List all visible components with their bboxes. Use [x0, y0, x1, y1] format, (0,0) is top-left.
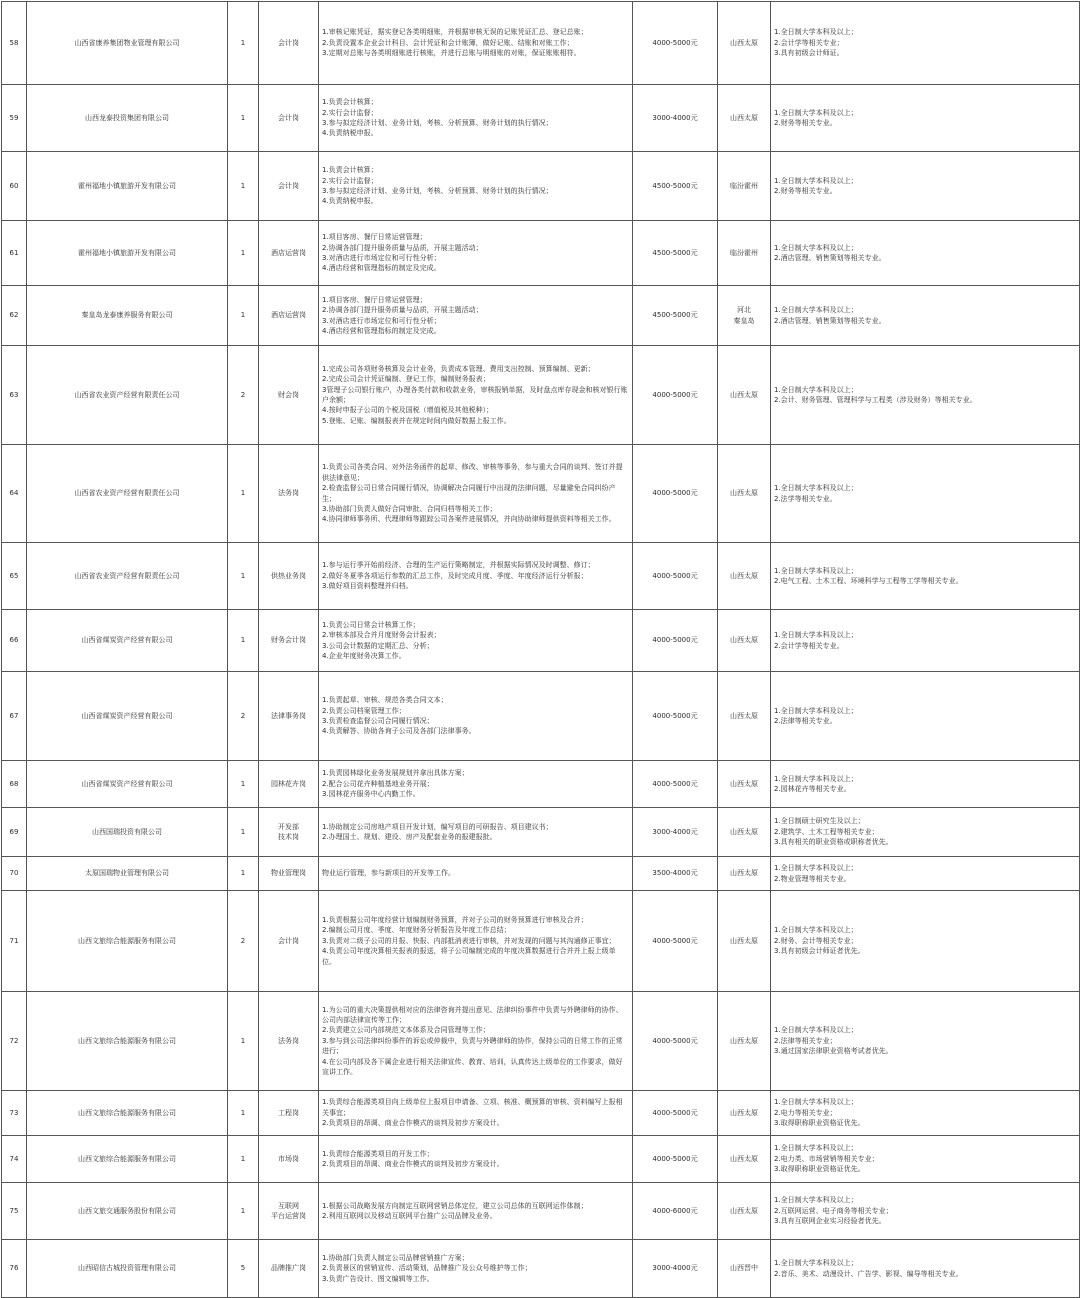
work-location: 山西太原	[718, 992, 771, 1091]
company-name: 山西省农业资产经营有限责任公司	[27, 543, 228, 610]
position-name: 会计岗	[259, 152, 319, 221]
table-row	[2, 85, 1080, 152]
row-number: 66	[2, 610, 27, 672]
work-location: 山西太原	[718, 445, 771, 543]
table-body	[2, 2, 1080, 1298]
work-location: 山西太原	[718, 2, 771, 85]
table-row	[2, 2, 1080, 85]
salary-range: 4000-5000元	[633, 543, 718, 610]
work-location: 河北 秦皇岛	[718, 286, 771, 346]
salary-range: 3500-4000元	[633, 857, 718, 891]
salary-range: 4000-6000元	[633, 1183, 718, 1240]
position-name: 会计岗	[259, 891, 319, 992]
salary-range: 4000-5000元	[633, 672, 718, 761]
job-requirements: 1.全日制大学本科及以上； 2.电气工程、土木工程、环境科学与工程等工学等相关专业。	[771, 543, 1080, 610]
company-name: 山西文旅交通服务股份有限公司	[27, 1183, 228, 1240]
company-name: 山西省煤炭资产经营有限公司	[27, 761, 228, 808]
company-name: 山西省农业资产经营有限责任公司	[27, 445, 228, 543]
job-duties: 1.负责根据公司年度经营计划编制财务预算，并对子公司的财务预算进行审核及合并； 2.编制公司月度、季度、年度财务分析报告及年度工作总结； 3.负责对二级子公司的月报、快报、内部抵消表进行审核，并对发现的问题与其沟通修正事宜； 4.负责公司年度决算相关报表的报送，将子公司编制完成的年度决算数据进行合并并上报上级单位。	[319, 891, 633, 992]
work-location: 山西太原	[718, 857, 771, 891]
salary-range: 4000-5000元	[633, 1136, 718, 1183]
job-duties: 1.负责园林绿化业务发展规划并拿出具体方案； 2.配合公司花卉种植基地业务开展； 3.园林花卉服务中心内勤工作。	[319, 761, 633, 808]
job-requirements: 1.全日制大学本科及以上； 2.园林花卉等相关专业。	[771, 761, 1080, 808]
job-requirements: 1.全日制大学本科及以上； 2.财务等相关专业。	[771, 152, 1080, 221]
position-name: 财会岗	[259, 346, 319, 445]
hiring-count: 1	[228, 152, 259, 221]
table-row	[2, 992, 1080, 1091]
row-number: 60	[2, 152, 27, 221]
company-name: 山西文旅综合能源服务有限公司	[27, 1091, 228, 1136]
company-name: 山西省煤炭资产经营有限公司	[27, 672, 228, 761]
position-name: 酒店运营岗	[259, 286, 319, 346]
company-name: 太原国瑞物业管理有限公司	[27, 857, 228, 891]
row-number: 68	[2, 761, 27, 808]
job-requirements: 1.全日制大学本科及以上； 2.会计学等相关专业。	[771, 610, 1080, 672]
table-row	[2, 286, 1080, 346]
salary-range: 4500-5000元	[633, 286, 718, 346]
company-name: 山西龙泰投资集团有限公司	[27, 85, 228, 152]
row-number: 58	[2, 2, 27, 85]
table-row	[2, 610, 1080, 672]
table-row	[2, 891, 1080, 992]
position-name: 供热业务岗	[259, 543, 319, 610]
position-name: 品牌推广岗	[259, 1240, 319, 1298]
work-location: 临汾霍州	[718, 221, 771, 286]
table-row	[2, 346, 1080, 445]
job-duties: 1.负责公司日常会计核算工作； 2.审核本部及合并月度财务会计报表； 3.公司会计数据的定期汇总、分析； 4.企业年度财务决算工作。	[319, 610, 633, 672]
salary-range: 3000-4000元	[633, 1240, 718, 1298]
salary-range: 4000-5000元	[633, 992, 718, 1091]
work-location: 山西太原	[718, 1091, 771, 1136]
job-duties: 1.负责综合能源类项目的开发工作； 2.负责项目的昂调、商业合作模式的谈判及初步方案设计。	[319, 1136, 633, 1183]
position-name: 工程岗	[259, 1091, 319, 1136]
position-name: 物业管理岗	[259, 857, 319, 891]
position-name: 会计岗	[259, 2, 319, 85]
job-duties: 1.项目客房、餐厅日常运营管理； 2.协调各部门提升服务质量与品质，开展主题活动； 3.对酒店进行市场定位和可行性分析； 4.酒店经营和管理指标的制定及完成。	[319, 286, 633, 346]
work-location: 山西太原	[718, 610, 771, 672]
job-requirements: 1.全日制大学本科及以上； 2.法律等相关专业； 3.通过国家法律职业资格考试者优先。	[771, 992, 1080, 1091]
company-name: 山西国瑞投资有限公司	[27, 808, 228, 857]
job-duties: 1.项目客房、餐厅日常运营管理； 2.协调各部门提升服务质量与品质，开展主题活动； 3.对酒店进行市场定位和可行性分析； 4.酒店经营和管理指标的制定及完成。	[319, 221, 633, 286]
salary-range: 4000-5000元	[633, 610, 718, 672]
hiring-count: 1	[228, 445, 259, 543]
company-name: 霍州福地小镇旅游开发有限公司	[27, 152, 228, 221]
job-duties: 物业运行管理，参与新项目的开发等工作。	[319, 857, 633, 891]
job-duties: 1.根据公司战略发展方向制定互联网营销总体定位，建立公司总体的互联网运作体制； 2.利用互联网以及移动互联网平台推广公司品牌及业务。	[319, 1183, 633, 1240]
hiring-count: 1	[228, 1183, 259, 1240]
recruitment-table	[1, 1, 1080, 1298]
salary-range: 4500-5000元	[633, 221, 718, 286]
salary-range: 4000-5000元	[633, 1091, 718, 1136]
job-requirements: 1.全日制大学本科及以上； 2.酒店管理、销售策划等相关专业。	[771, 221, 1080, 286]
hiring-count: 2	[228, 891, 259, 992]
job-requirements: 1.全日制大学本科及以上； 2.会计学等相关专业； 3.具有初级会计师证。	[771, 2, 1080, 85]
table-row	[2, 1136, 1080, 1183]
row-number: 70	[2, 857, 27, 891]
job-duties: 1.协助部门负责人制定公司品牌营销推广方案； 2.负责景区的营销宣传、活动策划，品牌推广及公众号维护等工作； 3.负责广告设计、图文编辑等工作。	[319, 1240, 633, 1298]
table-row	[2, 1183, 1080, 1240]
position-name: 市场岗	[259, 1136, 319, 1183]
table-row	[2, 543, 1080, 610]
work-location: 山西太原	[718, 85, 771, 152]
hiring-count: 1	[228, 610, 259, 672]
job-duties: 1.负责会计核算； 2.实行会计监督； 3.参与拟定经济计划、业务计划，考核、分析预算、财务计划的执行情况； 4.负责纳税申报。	[319, 152, 633, 221]
company-name: 秦皇岛龙泰康养服务有限公司	[27, 286, 228, 346]
work-location: 山西太原	[718, 543, 771, 610]
job-duties: 1.为公司的重大决策提供相对应的法律咨询并提出意见、法律纠纷事件中负责与外聘律师的协作、公司内部法律宣传等工作； 2.负责建立公司内部规范文本体系及合同管理等工作； 3.参与到公司法律纠纷事件的诉讼或仲裁中，负责与外聘律师的协作，保持公司的日常工作的正常进行； 4.在公司内部及各下属企业进行相关法律宣传、教育、培训，认真传达上级单位的工作要求，做好宣讲工作。	[319, 992, 633, 1091]
row-number: 71	[2, 891, 27, 992]
company-name: 霍州福地小镇旅游开发有限公司	[27, 221, 228, 286]
job-requirements: 1.全日制大学本科及以上； 2.会计、财务管理、管理科学与工程类（涉及财务）等相关专业。	[771, 346, 1080, 445]
company-name: 山西文旅综合能源服务有限公司	[27, 1136, 228, 1183]
job-duties: 1.负责公司各类合同、对外法务函件的起草、修改、审核等事务，参与重大合同的谈判、签订并提供法律意见； 2.检查监督公司日常合同履行情况，协调解决合同履行中出现的法律问题，尽量避免合同纠纷产生； 3.协助部门负责人做好合同审批、合同归档等相关工作； 4.协同律师事务所、代理律师等跟踪公司各案件进展情况，并向协助律师提供资料等相关工作。	[319, 445, 633, 543]
hiring-count: 1	[228, 286, 259, 346]
table-row	[2, 445, 1080, 543]
hiring-count: 1	[228, 1136, 259, 1183]
job-duties: 1.负责起草、审核、规范各类合同文本； 2.负责公司档案管理工作； 3.负责检查监督公司合同履行情况； 4.负责解答、协助各询子公司及各部门法律事务。	[319, 672, 633, 761]
work-location: 山西太原	[718, 761, 771, 808]
job-requirements: 1.全日制大学本科及以上； 2.财务、会计等相关专业； 3.具有初级会计师证者优先。	[771, 891, 1080, 992]
company-name: 山西昭信古城投资管理有限公司	[27, 1240, 228, 1298]
hiring-count: 1	[228, 221, 259, 286]
position-name: 财务会计岗	[259, 610, 319, 672]
job-requirements: 1.全日制大学本科及以上； 2.互联网运营、电子商务等相关专业； 3.具有互联网企业实习经验者优先。	[771, 1183, 1080, 1240]
table-row	[2, 672, 1080, 761]
salary-range: 3000-4000元	[633, 85, 718, 152]
work-location: 山西太原	[718, 891, 771, 992]
work-location: 山西太原	[718, 808, 771, 857]
row-number: 74	[2, 1136, 27, 1183]
company-name: 山西省煤炭资产经营有限公司	[27, 610, 228, 672]
position-name: 园林花卉岗	[259, 761, 319, 808]
row-number: 69	[2, 808, 27, 857]
company-name: 山西文旅综合能源服务有限公司	[27, 992, 228, 1091]
row-number: 61	[2, 221, 27, 286]
salary-range: 4000-5000元	[633, 2, 718, 85]
hiring-count: 2	[228, 346, 259, 445]
job-duties: 1.负责会计核算； 2.实行会计监督； 3.参与拟定经济计划、业务计划，考核、分析预算、财务计划的执行情况； 4.负责纳税申报。	[319, 85, 633, 152]
table-row	[2, 221, 1080, 286]
row-number: 67	[2, 672, 27, 761]
salary-range: 4000-5000元	[633, 445, 718, 543]
work-location: 临汾霍州	[718, 152, 771, 221]
hiring-count: 5	[228, 1240, 259, 1298]
hiring-count: 1	[228, 808, 259, 857]
job-duties: 1.审核记账凭证，据实登记各类明细账，并根据审核无误的记账凭证汇总、登记总账； 2.负责设置本企业会计科目、会计凭证和会计账簿，做好记账、结账和对账工作； 3.定期对总账与各类明细账进行核账，并进行总账与明细账的对账，保证账账相符。	[319, 2, 633, 85]
job-duties: 1.完成公司各项财务核算及会计业务，负责成本管理、费用支出控制、预算编制、更新； 2.完成公司会计凭证编制、登记工作，编制财务报表； 3管理子公司银行账户，办理各类付款和收款业务，审核报销单据，及时盘点库存现金和核对银行账户余额； 4.按时申报子公司的个税及国税（增值税及其他税种）； 5.登账、记账、编制报表并在规定时间内做好数据上报工作。	[319, 346, 633, 445]
position-name: 开发部 技术岗	[259, 808, 319, 857]
position-name: 法律事务岗	[259, 672, 319, 761]
hiring-count: 1	[228, 761, 259, 808]
job-requirements: 1.全日制大学本科及以上； 2.物业管理等相关专业。	[771, 857, 1080, 891]
job-duties: 1.负责综合能源类项目向上级单位上报项目申请备、立项、核准、概预算的审核、资料编写上报相关事宜； 2.负责项目的昂调、商业合作模式的谈判及初步方案设计。	[319, 1091, 633, 1136]
salary-range: 3000-4000元	[633, 808, 718, 857]
work-location: 山西太原	[718, 1183, 771, 1240]
table-row	[2, 761, 1080, 808]
work-location: 山西太原	[718, 346, 771, 445]
row-number: 76	[2, 1240, 27, 1298]
position-name: 互联网 平台运营岗	[259, 1183, 319, 1240]
row-number: 64	[2, 445, 27, 543]
salary-range: 4000-5000元	[633, 891, 718, 992]
company-name: 山西省农业资产经营有限责任公司	[27, 346, 228, 445]
position-name: 法务岗	[259, 445, 319, 543]
salary-range: 4500-5000元	[633, 152, 718, 221]
row-number: 73	[2, 1091, 27, 1136]
table-row	[2, 1091, 1080, 1136]
job-requirements: 1.全日制大学本科及以上； 2.法律等相关专业。	[771, 672, 1080, 761]
row-number: 72	[2, 992, 27, 1091]
table-row	[2, 1240, 1080, 1298]
position-name: 法务岗	[259, 992, 319, 1091]
company-name: 山西省康养集团物业管理有限公司	[27, 2, 228, 85]
job-requirements: 1.全日制大学本科及以上； 2.电力等相关专业； 3.取得职称职业资格证优先。	[771, 1091, 1080, 1136]
company-name: 山西文旅综合能源服务有限公司	[27, 891, 228, 992]
salary-range: 4000-5000元	[633, 346, 718, 445]
hiring-count: 1	[228, 2, 259, 85]
row-number: 63	[2, 346, 27, 445]
table-row	[2, 857, 1080, 891]
hiring-count: 2	[228, 672, 259, 761]
job-requirements: 1.全日制大学本科及以上； 2.法学等相关专业。	[771, 445, 1080, 543]
row-number: 59	[2, 85, 27, 152]
work-location: 山西太原	[718, 1136, 771, 1183]
job-requirements: 1.全日制大学本科及以上； 2.财务等相关专业。	[771, 85, 1080, 152]
salary-range: 4000-5000元	[633, 761, 718, 808]
table-row	[2, 808, 1080, 857]
job-duties: 1.参与运行季开始前经济、合理的生产运行策略制定，并根据实际情况及时调整、修订； 2.做好冬夏季各项运行参数的汇总工作，及时完成月度、季度、年度经济运行分析报； 3.做好项目资料整理并归档。	[319, 543, 633, 610]
row-number: 62	[2, 286, 27, 346]
job-requirements: 1.全日制大学本科及以上； 2.酒店管理、销售策划等相关专业。	[771, 286, 1080, 346]
job-requirements: 1.全日制大学本科及以上； 2.音乐、美术、动漫设计、广告学、影视、编导等相关专业。	[771, 1240, 1080, 1298]
position-name: 会计岗	[259, 85, 319, 152]
hiring-count: 1	[228, 992, 259, 1091]
hiring-count: 1	[228, 543, 259, 610]
table-row	[2, 152, 1080, 221]
row-number: 75	[2, 1183, 27, 1240]
work-location: 山西晋中	[718, 1240, 771, 1298]
job-requirements: 1.全日制大学本科及以上； 2.电力类、市场营销等相关专业； 3.取得职称职业资格证优先。	[771, 1136, 1080, 1183]
row-number: 65	[2, 543, 27, 610]
job-duties: 1.协助制定公司房地产项目开发计划，编写项目的可研报告、项目建议书； 2.办理国土、规划、建设、房产及配套业务的报建报批。	[319, 808, 633, 857]
hiring-count: 1	[228, 85, 259, 152]
hiring-count: 1	[228, 857, 259, 891]
hiring-count: 1	[228, 1091, 259, 1136]
job-requirements: 1.全日制硕士研究生及以上； 2.建筑学、土木工程等相关专业； 3.具有相关的职业资格或职称者优先。	[771, 808, 1080, 857]
work-location: 山西太原	[718, 672, 771, 761]
position-name: 酒店运营岗	[259, 221, 319, 286]
